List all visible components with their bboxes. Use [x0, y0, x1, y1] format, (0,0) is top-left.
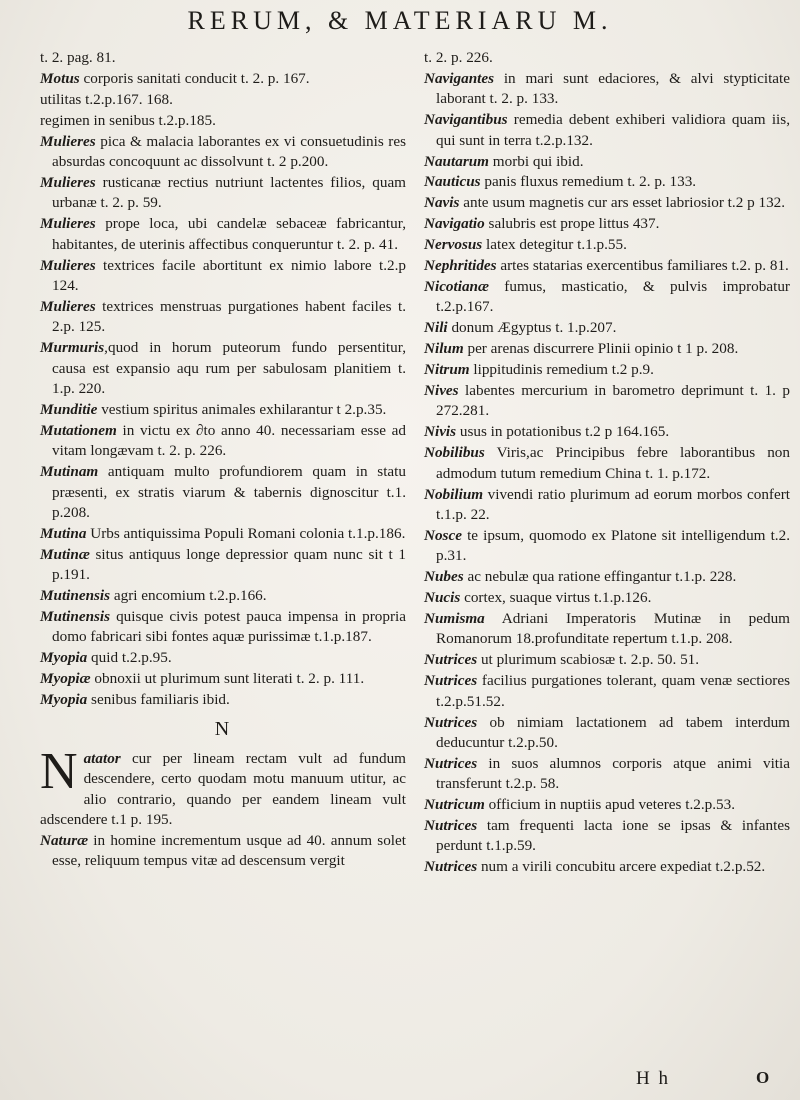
index-entry	[424, 339, 790, 359]
entry-headword: Nicotianæ	[424, 277, 489, 295]
entry-text: corporis sanitati conducit t. 2. p. 167.	[79, 69, 310, 87]
entry-headword: Nervosus	[424, 236, 483, 254]
entry-text: lippitudinis remedium t.2 p.9.	[469, 361, 654, 379]
index-entry	[40, 400, 406, 420]
entry-text: t. 2. pag. 81.	[40, 49, 116, 66]
index-entry	[424, 526, 790, 567]
index-entry	[424, 214, 790, 234]
entry-headword: Numisma	[424, 609, 485, 627]
index-entry	[424, 422, 790, 442]
entry-headword: Mulieres	[40, 256, 96, 274]
entry-text: obnoxii ut plurimum sunt literati t. 2. p. 111.	[90, 670, 365, 688]
entry-text: textrices menstruas purgationes habent faciles t. 2.p. 125.	[52, 297, 406, 336]
index-entry	[40, 462, 406, 523]
entry-headword: Mutationem	[40, 421, 117, 439]
entry-text: cortex, suaque virtus t.1.p.126.	[460, 589, 652, 607]
index-entry	[424, 360, 790, 380]
entry-headword: Nivis	[424, 423, 457, 441]
index-entry	[40, 690, 406, 710]
entry-headword: Mulieres	[40, 173, 96, 191]
entry-text: donum Ægyptus t. 1.p.207.	[447, 319, 617, 337]
index-entry	[424, 277, 790, 318]
entry-headword: Navigatio	[424, 215, 485, 233]
entry-headword: Nobilibus	[424, 444, 485, 462]
drop-cap: N	[40, 742, 78, 800]
index-entry	[40, 669, 406, 689]
index-entry	[40, 132, 406, 173]
index-entry	[424, 69, 790, 110]
catchword: O	[756, 1068, 770, 1087]
entry-text: per arenas discurrere Plinii opinio t 1 p. 208.	[463, 340, 739, 358]
index-entry	[424, 754, 790, 795]
entry-headword: Nubes	[424, 568, 464, 586]
index-entry	[424, 152, 790, 172]
entry-headword: Mulieres	[40, 215, 96, 233]
index-entry	[424, 485, 790, 526]
index-entry	[40, 648, 406, 668]
entry-headword: Mutinam	[40, 463, 99, 481]
entry-text: ob nimiam lactationem ad tabem interdum deducuntur t.2.p.50.	[436, 713, 790, 751]
entry-headword: Nutricum	[424, 796, 485, 814]
entry-headword: Navigantes	[424, 69, 495, 87]
entry-text: t. 2. p. 226.	[424, 49, 493, 66]
entry-text: Adriani Imperatoris Mutinæ in pedum Romanorum 18.profunditate repertum t.1.p. 208.	[436, 609, 790, 648]
entry-text: prope loca, ubi candelæ sebaceæ fabricantur, habitantes, de uterinis affectibus conqueruntur t. 2. p. 41.	[52, 215, 406, 253]
index-entry	[40, 111, 406, 131]
index-entry	[40, 586, 406, 606]
entry-text: senibus familiaris ibid.	[87, 691, 230, 709]
entry-headword: Nosce	[424, 526, 462, 544]
entry-headword: Mulieres	[40, 297, 96, 315]
entry-text: antiquam multo profundiorem quam in statu præsenti, ex stratis viarum & tabernis dignoscitur t.1. p.208.	[52, 463, 406, 521]
section-letter: N	[214, 717, 232, 740]
entry-text: labentes mercurium in barometro deprimunt t. 1. p 272.281.	[436, 382, 790, 420]
index-entry	[424, 650, 790, 670]
entry-headword: Nutrices	[424, 754, 478, 772]
entry-headword: Murmuris	[40, 339, 105, 357]
index-entry	[424, 795, 790, 815]
entry-text: Viris,ac Principibus febre laborantibus non admodum tutum remedium China t. 1. p.172.	[436, 444, 790, 482]
index-entry	[424, 193, 790, 213]
entry-text: quisque civis potest pauca impensa in propria domo fabricari sibi fontes aquæ purissimæ t.1.p.187.	[52, 607, 406, 646]
entry-text: tam frequenti lacta ione se ipsas & infantes perdunt t.1.p.59.	[436, 817, 790, 855]
entry-text: pica & malacia laborantes ex vi consuetudinis res absurdas concoquunt ac dissolvunt t. 2 p.200.	[52, 132, 406, 171]
index-entry	[424, 110, 790, 151]
entry-headword: Myopia	[40, 649, 88, 667]
index-entry	[424, 588, 790, 608]
entry-headword: Nephritides	[424, 257, 497, 275]
index-entry	[424, 172, 790, 192]
index-entry	[40, 545, 406, 586]
entry-text: num a virili concubitu arcere expediat t.2.p.52.	[477, 858, 766, 876]
index-entry	[40, 69, 406, 89]
index-entry	[40, 90, 406, 110]
index-entry	[424, 609, 790, 650]
entry-headword: Mutinensis	[40, 607, 111, 625]
index-entry	[40, 742, 406, 831]
index-entry	[424, 671, 790, 712]
signature-mark: H h	[636, 1068, 670, 1089]
entry-text: remedia debent exhiberi validiora quam iis, qui sunt in terra t.2.p.132.	[436, 111, 790, 149]
entry-headword: Naturæ	[40, 832, 89, 850]
entry-headword: Mutina	[40, 524, 87, 542]
index-entry	[424, 256, 790, 276]
index-entry	[40, 421, 406, 462]
entry-text: rusticanæ rectius nutriunt lactentes filios, quam urbanæ t. 2. p. 59.	[52, 173, 406, 212]
entry-text: facilius purgationes tolerant, quam venæ sectiores t.2.p.51.52.	[436, 672, 790, 710]
entry-text: salubris est prope littus 437.	[484, 215, 660, 233]
entry-text: morbi qui ibid.	[489, 152, 584, 170]
entry-text: in homine incrementum usque ad 40. annum solet esse, reliquum tempus vitæ ad descensum vergit	[52, 832, 406, 870]
entry-headword: Mutinensis	[40, 587, 111, 605]
entry-text: te ipsum, quomodo ex Platone sit intelligendum t.2. p.31.	[436, 526, 790, 565]
index-entry	[40, 338, 406, 399]
entry-text: situs antiquus longe depressior quam nunc sit t 1 p.191.	[52, 545, 406, 584]
entry-headword: Motus	[40, 69, 80, 87]
entry-text: in mari sunt edaciores, & alvi stypticitate laborant t. 2. p. 133.	[436, 69, 790, 108]
entry-headword: Navis	[424, 194, 460, 212]
entry-headword: Nutrices	[424, 817, 478, 835]
entry-headword: atator	[83, 749, 121, 767]
index-entry	[40, 256, 406, 297]
index-entry	[40, 297, 406, 338]
entry-headword: Nutrices	[424, 651, 478, 669]
entry-headword: Nilum	[424, 340, 464, 358]
index-entry	[40, 524, 406, 544]
entry-headword: Nauticus	[424, 173, 481, 191]
index-entry	[424, 857, 790, 877]
entry-headword: Nitrum	[424, 361, 470, 379]
entry-text: latex detegitur t.1.p.55.	[482, 236, 627, 254]
index-entry	[424, 235, 790, 255]
entry-headword: Navigantibus	[424, 111, 508, 129]
entry-headword: Nautarum	[424, 152, 489, 170]
entry-text: vivendi ratio plurimum ad eorum morbos confert t.1.p. 22.	[436, 485, 790, 523]
index-entry	[424, 816, 790, 857]
left-column	[40, 48, 406, 872]
entry-text: Urbs antiquissima Populi Romani colonia t.1.p.186.	[86, 524, 406, 542]
entry-text: regimen in senibus t.2.p.185.	[40, 111, 216, 129]
index-entry	[424, 318, 790, 338]
entry-headword: Nucis	[424, 589, 461, 607]
entry-headword: Myopia	[40, 691, 88, 709]
entry-headword: Nili	[424, 319, 448, 337]
entry-text: in victu ex ∂to anno 40. necessariam esse ad vitam longævam t. 2. p. 226.	[52, 421, 406, 460]
entry-text: usus in potationibus t.2 p 164.165.	[456, 423, 670, 441]
entry-text: officium in nuptiis apud veteres t.2.p.53.	[484, 796, 736, 814]
entry-text: panis fluxus remedium t. 2. p. 133.	[480, 173, 697, 191]
entry-text: in suos alumnos corporis atque animi vitia transferunt t.2.p. 58.	[436, 754, 790, 793]
index-entry	[40, 607, 406, 648]
entry-headword: Mulieres	[40, 132, 96, 150]
entry-text: fumus, masticatio, & pulvis improbatur t.2.p.167.	[436, 277, 790, 316]
entry-text: artes statarias exercentibus familiares t.2. p. 81.	[496, 257, 789, 275]
entry-text: ,quod in horum puteorum fundo persentitur, causa est expansio aqu rum per sabulosam planitiem t. 1.p. 220.	[52, 339, 406, 397]
entry-text: utilitas t.2.p.167. 168.	[40, 90, 173, 108]
index-entry	[424, 48, 790, 68]
running-head: RERUM, & MATERIARU M.	[187, 6, 613, 35]
entry-headword: Nobilium	[424, 485, 484, 503]
entry-text: quid t.2.p.95.	[87, 649, 172, 667]
entry-text: textrices facile abortitunt ex nimio labore t.2.p 124.	[52, 256, 406, 294]
entry-text: vestium spiritus animales exhilarantur t 2.p.35.	[97, 400, 387, 418]
entry-text: agri encomium t.2.p.166.	[110, 587, 267, 605]
entry-text: cur per lineam rectam vult ad fundum descendere, certo quodam motu manuum utitur, ac alio contrario, quando per eandem lineam vult adscendere t.1 p. 195.	[40, 749, 406, 829]
index-entry	[40, 214, 406, 255]
entry-headword: Nutrices	[424, 672, 478, 690]
entry-headword: Mutinæ	[40, 545, 90, 563]
entry-headword: Munditie	[40, 400, 98, 418]
index-entry	[424, 381, 790, 422]
entry-text: ut plurimum scabiosæ t. 2.p. 50. 51.	[477, 651, 700, 669]
index-entry	[424, 443, 790, 484]
index-entry	[40, 48, 406, 68]
entry-headword: Nutrices	[424, 858, 478, 876]
index-entry	[40, 173, 406, 214]
index-entry	[424, 567, 790, 587]
right-column	[424, 48, 790, 878]
entry-headword: Myopiæ	[40, 670, 91, 688]
entry-headword: Nives	[424, 382, 459, 399]
entry-headword: Nutrices	[424, 713, 478, 731]
index-entry	[40, 831, 406, 872]
index-entry	[424, 713, 790, 754]
entry-text: ac nebulæ qua ratione effingantur t.1.p. 228.	[463, 568, 737, 586]
entry-text: ante usum magnetis cur ars esset labriosior t.2 p 132.	[459, 194, 786, 212]
